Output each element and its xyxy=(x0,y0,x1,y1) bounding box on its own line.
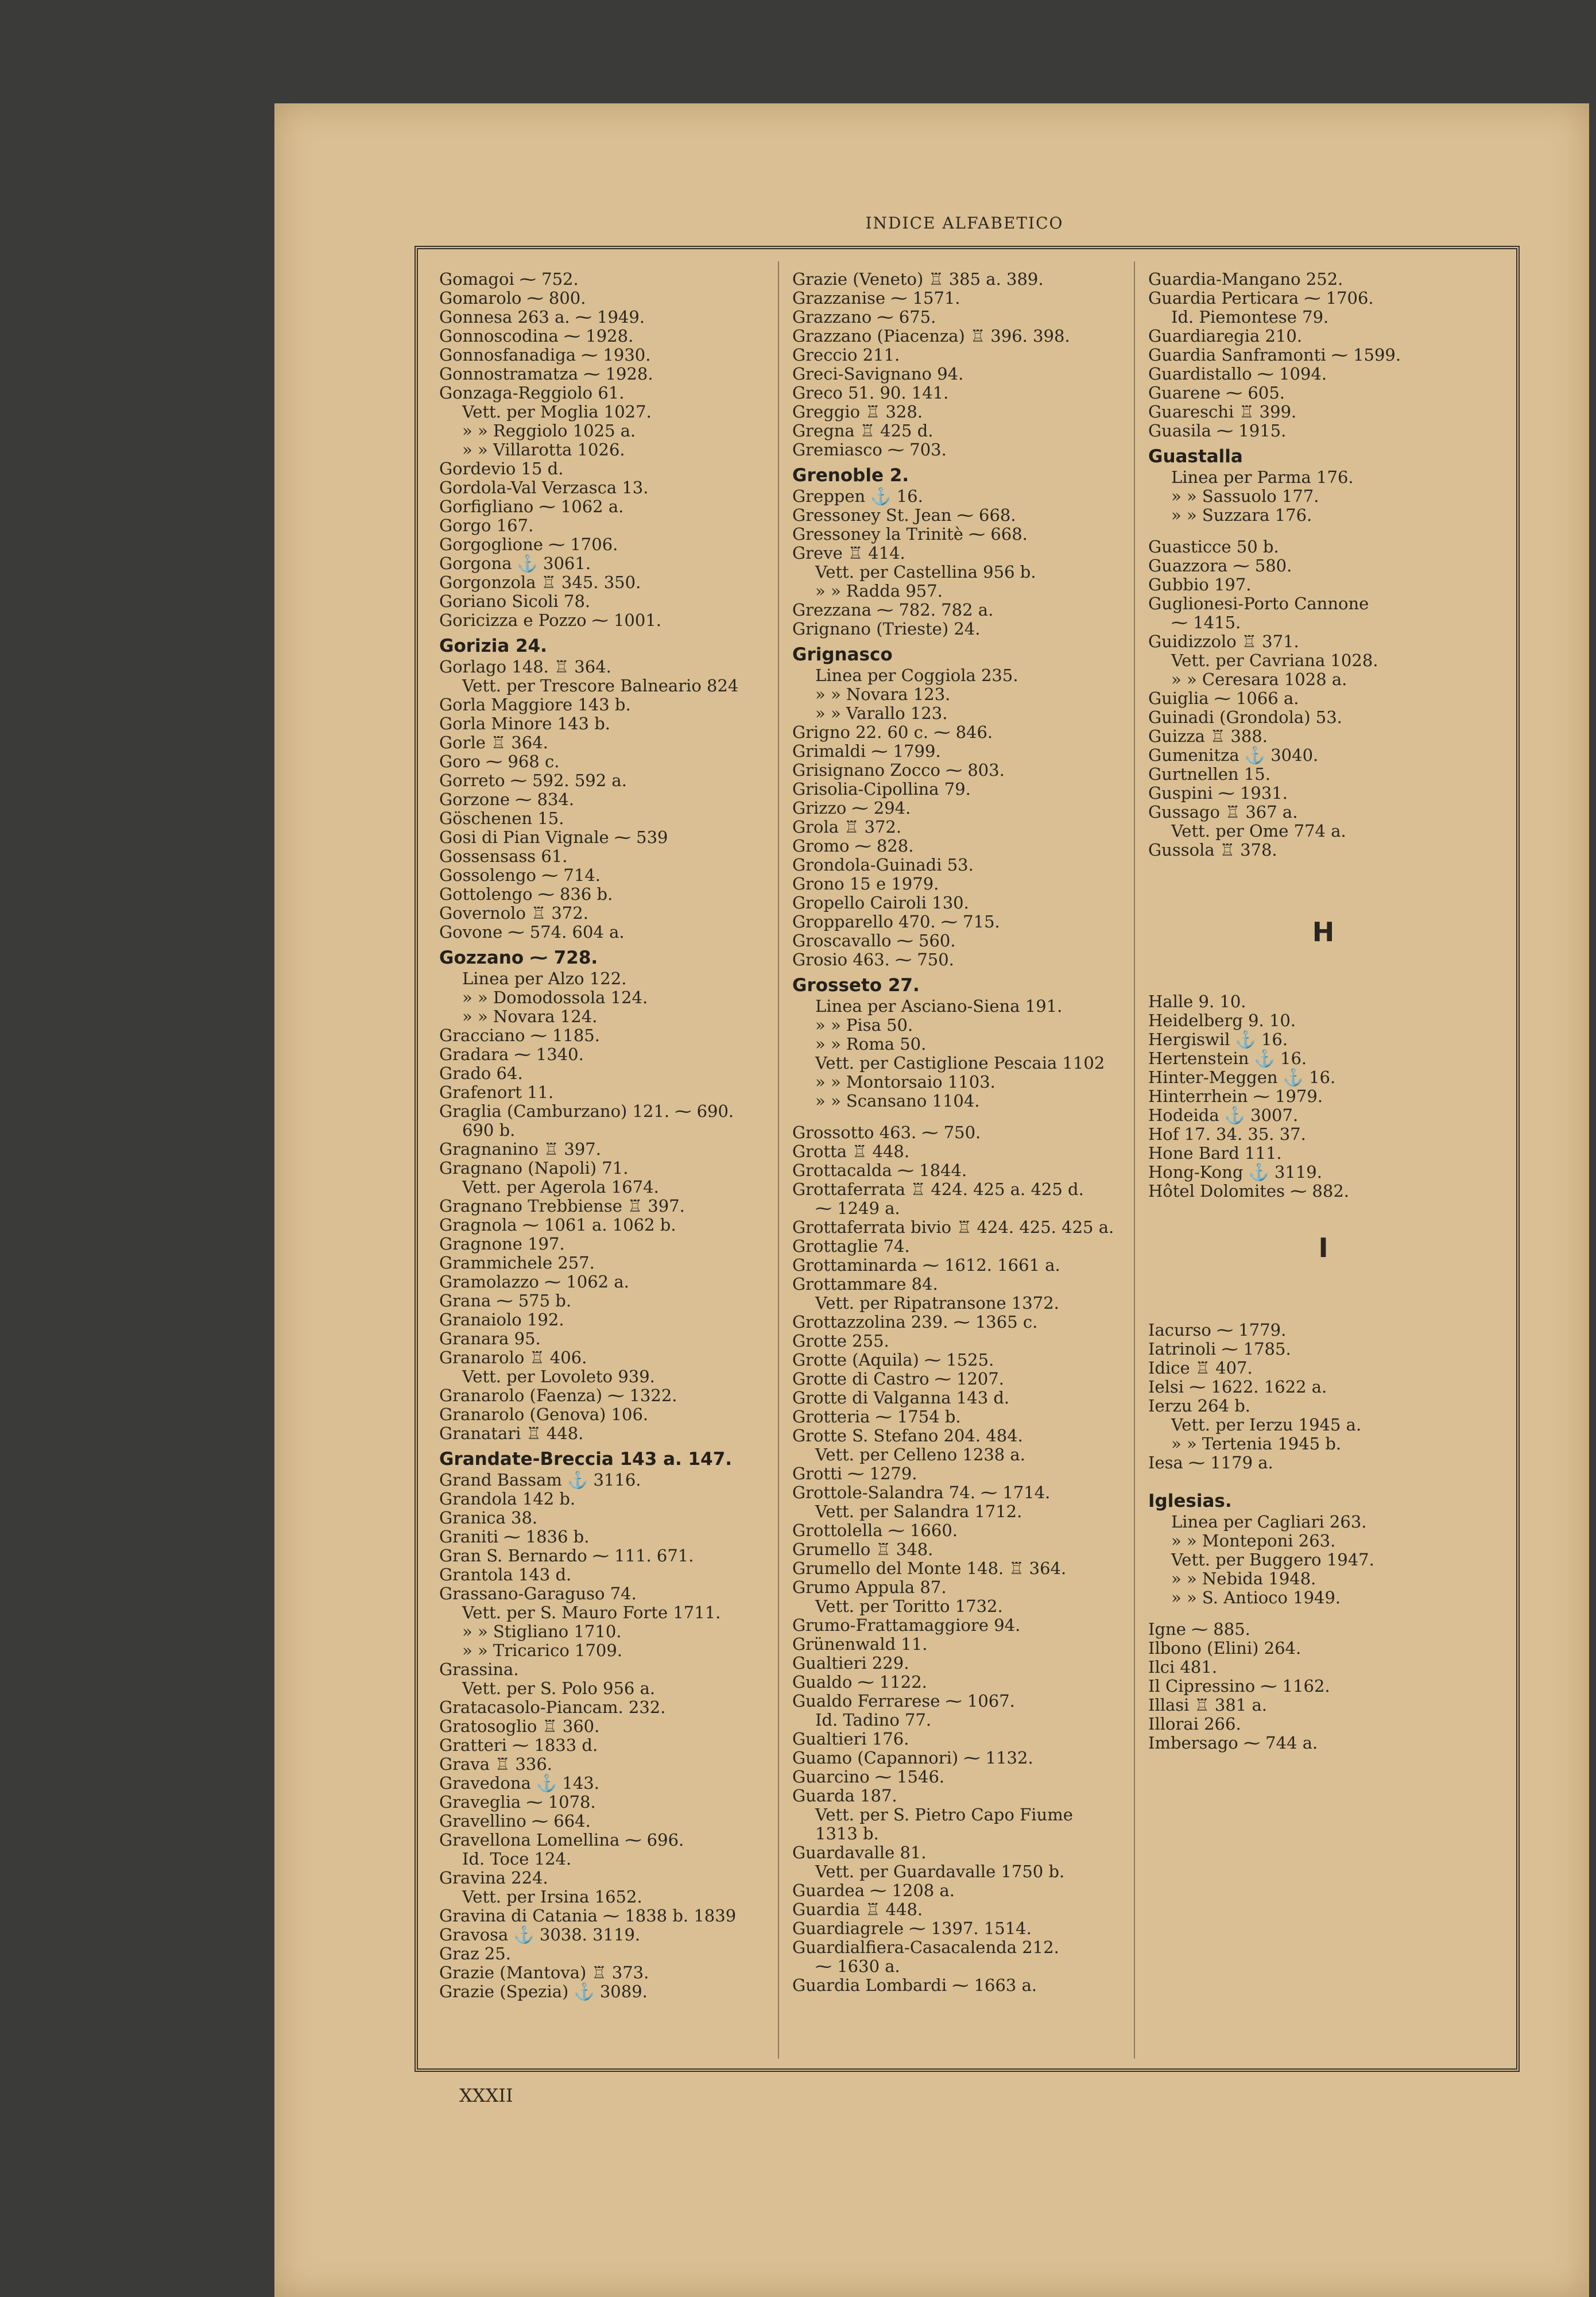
index-heading: Grandate-Breccia 143 a. 147. xyxy=(439,1449,733,1470)
spacer xyxy=(1148,1296,1498,1308)
index-entry: Hinterrhein ⁓ 1979. xyxy=(1148,1087,1323,1106)
index-entry: Guinadi (Grondola) 53. xyxy=(1148,708,1342,727)
index-subentry: Vett. per Trescore Balneario 824 xyxy=(462,676,739,695)
index-subentry: » » Tertenia 1945 b. xyxy=(1171,1434,1342,1453)
index-entry: Halle 9. 10. xyxy=(1148,992,1246,1011)
index-entry: Granara 95. xyxy=(439,1329,541,1348)
index-entry: Gorgona ⚓ 3061. xyxy=(439,554,591,573)
index-subentry: Vett. per Toritto 1732. xyxy=(815,1597,1003,1616)
index-entry: Gracciano ⁓ 1185. xyxy=(439,1026,600,1045)
index-column-left xyxy=(439,270,778,2001)
index-subentry: Vett. per Ripatransone 1372. xyxy=(815,1294,1059,1313)
index-subentry: » » Suzzara 176. xyxy=(1171,506,1312,525)
spacer xyxy=(1148,980,1498,992)
index-entry: Grassano-Garaguso 74. xyxy=(439,1584,637,1603)
index-entry: Greppen ⚓ 16. xyxy=(792,487,923,506)
index-entry: Gossensass 61. xyxy=(439,847,568,866)
index-heading: Grignasco xyxy=(792,644,893,665)
spacer xyxy=(1148,1283,1498,1296)
index-subentry: Linea per Cagliari 263. xyxy=(1171,1513,1367,1532)
index-entry: Gramolazzo ⁓ 1062 a. xyxy=(439,1273,629,1291)
spacer xyxy=(1148,898,1498,910)
page-number: XXXII xyxy=(459,2085,513,2106)
index-subentry: Vett. per Ome 774 a. xyxy=(1171,822,1346,841)
index-entry: Iesa ⁓ 1179 a. xyxy=(1148,1453,1273,1472)
index-entry: Grezzana ⁓ 782. 782 a. xyxy=(792,601,994,620)
index-entry: Il Cipressino ⁓ 1162. xyxy=(1148,1677,1330,1696)
index-entry: Granica 38. xyxy=(439,1509,538,1528)
index-entry: Grottaferrata bivio ♖ 424. 425. 425 a. xyxy=(792,1218,1114,1237)
index-entry: Guspini ⁓ 1931. xyxy=(1148,784,1288,803)
index-heading: Guastalla xyxy=(1148,446,1243,467)
index-entry: Gorreto ⁓ 592. 592 a. xyxy=(439,771,627,790)
index-subentry: Vett. per Agerola 1674. xyxy=(462,1178,659,1197)
index-entry: Gonnoscodina ⁓ 1928. xyxy=(439,327,634,346)
index-entry: Gorle ♖ 364. xyxy=(439,733,548,752)
index-entry: Guardia Sanframonti ⁓ 1599. xyxy=(1148,346,1401,365)
index-subentry: » » Scansano 1104. xyxy=(815,1092,980,1111)
spacer xyxy=(1148,525,1498,537)
index-column-right xyxy=(1148,270,1498,1753)
index-subentry: Linea per Coggiola 235. xyxy=(815,666,1018,685)
index-entry: Grono 15 e 1979. xyxy=(792,875,939,894)
index-subentry: Vett. per Guardavalle 1750 b. xyxy=(815,1862,1065,1881)
spacer xyxy=(1148,885,1498,898)
index-subentry: Id. Tadino 77. xyxy=(815,1711,932,1730)
spacer xyxy=(1148,1270,1498,1283)
index-entry: Gravedona ⚓ 143. xyxy=(439,1774,599,1793)
index-entry: Gualdo ⁓ 1122. xyxy=(792,1673,927,1692)
index-entry: Grottazzolina 239. ⁓ 1365 c. xyxy=(792,1313,1038,1332)
index-entry: Grado 64. xyxy=(439,1064,523,1083)
index-entry: Grottolella ⁓ 1660. xyxy=(792,1521,958,1540)
index-entry: Grosio 463. ⁓ 750. xyxy=(792,950,954,969)
index-heading: Gozzano ⁓ 728. xyxy=(439,948,598,968)
index-entry: Grafenort 11. xyxy=(439,1083,554,1102)
index-entry: Grana ⁓ 575 b. xyxy=(439,1291,572,1310)
index-entry: Gregna ♖ 425 d. xyxy=(792,421,933,440)
index-subentry: Vett. per Lovoleto 939. xyxy=(462,1367,655,1386)
index-entry: Gonnosfanadiga ⁓ 1930. xyxy=(439,346,651,365)
index-entry: Goricizza e Pozzo ⁓ 1001. xyxy=(439,611,661,630)
index-entry: Guglionesi-Porto Cannone xyxy=(1148,594,1369,613)
index-entry: Gropello Cairoli 130. xyxy=(792,894,969,912)
index-subentry: Vett. per Salandra 1712. xyxy=(815,1502,1022,1521)
spacer xyxy=(1148,1607,1498,1620)
index-subentry: » » S. Antioco 1949. xyxy=(1171,1588,1341,1607)
index-subentry: » » Radda 957. xyxy=(815,582,943,601)
index-entry: Gratosoglio ♖ 360. xyxy=(439,1717,600,1736)
index-entry: Graveglia ⁓ 1078. xyxy=(439,1793,596,1812)
index-entry: Gosi di Pian Vignale ⁓ 539 xyxy=(439,828,668,847)
index-heading: Iglesias. xyxy=(1148,1491,1232,1511)
index-entry: Grottammare 84. xyxy=(792,1275,938,1294)
index-entry: Gordevio 15 d. xyxy=(439,459,564,478)
index-subentry: » » Domodossola 124. xyxy=(462,988,648,1007)
index-entry: Ilbono (Elini) 264. xyxy=(1148,1639,1301,1658)
index-entry: Guasticce 50 b. xyxy=(1148,537,1279,556)
index-entry: Greggio ♖ 328. xyxy=(792,403,923,421)
index-subentry: » » Pisa 50. xyxy=(815,1016,913,1035)
index-entry: Grimaldi ⁓ 1799. xyxy=(792,742,941,761)
index-subentry: ⁓ 1630 a. xyxy=(815,1957,900,1976)
index-entry: Iatrinoli ⁓ 1785. xyxy=(1148,1340,1291,1359)
index-entry: Gonnostramatza ⁓ 1928. xyxy=(439,365,653,384)
index-subentry: ⁓ 1249 a. xyxy=(815,1199,900,1218)
index-entry: Grigno 22. 60 c. ⁓ 846. xyxy=(792,723,993,742)
index-subentry: Vett. per Castellina 956 b. xyxy=(815,563,1036,582)
spacer xyxy=(1148,1472,1498,1485)
index-entry: Guardea ⁓ 1208 a. xyxy=(792,1881,955,1900)
index-entry: Grotte (Aquila) ⁓ 1525. xyxy=(792,1351,994,1370)
index-subentry: Linea per Parma 176. xyxy=(1171,468,1354,487)
spacer xyxy=(1148,872,1498,885)
index-entry: Grottaglie 74. xyxy=(792,1237,910,1256)
index-entry: Granarolo (Genova) 106. xyxy=(439,1405,649,1424)
index-subentry: » » Montorsaio 1103. xyxy=(815,1073,995,1092)
index-subentry: Linea per Alzo 122. xyxy=(462,969,627,988)
index-entry: Grand Bassam ⚓ 3116. xyxy=(439,1471,641,1490)
index-entry: Illasi ♖ 381 a. xyxy=(1148,1696,1267,1715)
index-entry: Guardavalle 81. xyxy=(792,1843,927,1862)
index-entry: Grotte S. Stefano 204. 484. xyxy=(792,1426,1023,1445)
index-entry: Grottaminarda ⁓ 1612. 1661 a. xyxy=(792,1256,1060,1275)
index-entry: Guazzora ⁓ 580. xyxy=(1148,556,1292,575)
index-subentry: » » Ceresara 1028 a. xyxy=(1171,670,1347,689)
index-entry: Guardialfiera-Casacalenda 212. xyxy=(792,1938,1059,1957)
index-entry: Hone Bard 111. xyxy=(1148,1144,1282,1163)
index-subentry: Vett. per Castiglione Pescaia 1102 xyxy=(815,1054,1105,1073)
spacer xyxy=(1148,967,1498,980)
index-entry: Gumenitza ⚓ 3040. xyxy=(1148,746,1319,765)
index-entry: Gualtieri 176. xyxy=(792,1730,909,1749)
spacer xyxy=(1148,954,1498,967)
index-entry: Goro ⁓ 968 c. xyxy=(439,752,560,771)
index-entry: Granaiolo 192. xyxy=(439,1310,564,1329)
column-separator xyxy=(1134,261,1135,2059)
index-entry: Guarene ⁓ 605. xyxy=(1148,384,1285,403)
index-entry: Hodeida ⚓ 3007. xyxy=(1148,1106,1299,1125)
index-entry: Gorgonzola ♖ 345. 350. xyxy=(439,573,641,592)
index-subentry: » » Tricarico 1709. xyxy=(462,1641,623,1660)
section-letter: H xyxy=(1312,917,1335,948)
index-entry: Guardia-Mangano 252. xyxy=(1148,270,1343,289)
index-subentry: Id. Toce 124. xyxy=(462,1850,572,1869)
index-subentry: Id. Piemontese 79. xyxy=(1171,308,1329,327)
index-entry: Grava ♖ 336. xyxy=(439,1755,552,1774)
index-entry: Grandola 142 b. xyxy=(439,1490,576,1509)
index-entry: Goriano Sicoli 78. xyxy=(439,592,591,611)
index-entry: Gorla Maggiore 143 b. xyxy=(439,695,631,714)
index-entry: Grizzo ⁓ 294. xyxy=(792,799,911,818)
index-entry: Grottole-Salandra 74. ⁓ 1714. xyxy=(792,1483,1051,1502)
index-entry: Gratteri ⁓ 1833 d. xyxy=(439,1736,598,1755)
index-entry: Hergiswil ⚓ 16. xyxy=(1148,1030,1288,1049)
index-entry: Grumello del Monte 148. ♖ 364. xyxy=(792,1559,1067,1578)
index-entry: Gragnanino ♖ 397. xyxy=(439,1140,601,1159)
index-entry: Gressoney la Trinitè ⁓ 668. xyxy=(792,525,1028,544)
index-entry: Graniti ⁓ 1836 b. xyxy=(439,1528,590,1546)
index-subentry: 1313 b. xyxy=(815,1824,879,1843)
index-entry: Gubbio 197. xyxy=(1148,575,1252,594)
index-entry: Guardia Lombardi ⁓ 1663 a. xyxy=(792,1976,1037,1995)
index-entry: Governolo ♖ 372. xyxy=(439,904,588,923)
index-entry: Gomagoi ⁓ 752. xyxy=(439,270,579,289)
index-entry: Grotti ⁓ 1279. xyxy=(792,1464,917,1483)
index-entry: Granarolo ♖ 406. xyxy=(439,1348,587,1367)
index-entry: Grammichele 257. xyxy=(439,1254,595,1273)
index-entry: Granarolo (Faenza) ⁓ 1322. xyxy=(439,1386,677,1405)
index-entry: Guarda 187. xyxy=(792,1786,897,1805)
index-entry: Gran S. Bernardo ⁓ 111. 671. xyxy=(439,1546,694,1565)
index-subentry: » » Sassuolo 177. xyxy=(1171,487,1319,506)
index-subentry: Vett. per Cavriana 1028. xyxy=(1171,651,1378,670)
index-subentry: ⁓ 1415. xyxy=(1171,613,1241,632)
index-entry: Graz 25. xyxy=(439,1944,511,1963)
index-entry: Grotteria ⁓ 1754 b. xyxy=(792,1407,961,1426)
index-entry: Imbersago ⁓ 744 a. xyxy=(1148,1734,1318,1753)
index-entry: Grotte 255. xyxy=(792,1332,889,1351)
index-entry: Gorgo 167. xyxy=(439,516,534,535)
index-entry: Guarcino ⁓ 1546. xyxy=(792,1768,945,1786)
index-entry: Guardiaregia 210. xyxy=(1148,327,1303,346)
index-entry: Gravosa ⚓ 3038. 3119. xyxy=(439,1925,641,1944)
index-entry: Grazie (Veneto) ♖ 385 a. 389. xyxy=(792,270,1044,289)
index-entry: Gomarolo ⁓ 800. xyxy=(439,289,586,308)
index-entry: Grumo-Frattamaggiore 94. xyxy=(792,1616,1021,1635)
index-entry: Ilci 481. xyxy=(1148,1658,1218,1677)
index-entry: Grotta ♖ 448. xyxy=(792,1142,910,1161)
index-entry: Illorai 266. xyxy=(1148,1715,1241,1734)
index-entry: Guareschi ♖ 399. xyxy=(1148,403,1297,421)
index-entry: Grünenwald 11. xyxy=(792,1635,928,1654)
index-entry: Granatari ♖ 448. xyxy=(439,1424,584,1443)
index-entry: Grignano (Trieste) 24. xyxy=(792,620,981,639)
index-entry: Gragnola ⁓ 1061 a. 1062 b. xyxy=(439,1216,676,1235)
index-entry: Gualdo Ferrarese ⁓ 1067. xyxy=(792,1692,1015,1711)
index-entry: Greco 51. 90. 141. xyxy=(792,384,949,403)
index-entry: Göschenen 15. xyxy=(439,809,564,828)
index-entry: Grondola-Guinadi 53. xyxy=(792,856,974,875)
index-subentry: » » Stigliano 1710. xyxy=(462,1622,622,1641)
index-entry: Grazie (Spezia) ⚓ 3089. xyxy=(439,1982,648,2001)
index-entry: Gravina di Catania ⁓ 1838 b. 1839 xyxy=(439,1907,737,1925)
spacer xyxy=(1148,1213,1498,1226)
index-entry: Guizza ♖ 388. xyxy=(1148,727,1268,746)
index-entry: Hinter-Meggen ⚓ 16. xyxy=(1148,1068,1336,1087)
index-entry: Gravina 224. xyxy=(439,1869,548,1888)
index-entry: Gorlago 148. ♖ 364. xyxy=(439,658,611,676)
index-entry: Greci-Savignano 94. xyxy=(792,365,964,384)
index-entry: Gorla Minore 143 b. xyxy=(439,714,610,733)
index-entry: Iacurso ⁓ 1779. xyxy=(1148,1321,1287,1340)
index-entry: Gremiasco ⁓ 703. xyxy=(792,440,947,459)
index-entry: Gussago ♖ 367 a. xyxy=(1148,803,1298,822)
index-entry: Idice ♖ 407. xyxy=(1148,1359,1253,1378)
index-entry: Gradara ⁓ 1340. xyxy=(439,1045,584,1064)
index-entry: Govone ⁓ 574. 604 a. xyxy=(439,923,625,942)
index-subentry: » » Villarotta 1026. xyxy=(462,440,625,459)
index-subentry: Vett. per S. Polo 956 a. xyxy=(462,1679,656,1698)
index-entry: Grotte di Castro ⁓ 1207. xyxy=(792,1370,1005,1389)
index-heading: Grosseto 27. xyxy=(792,975,920,996)
index-entry: Gonnesa 263 a. ⁓ 1949. xyxy=(439,308,645,327)
index-subentry: » » Varallo 123. xyxy=(815,704,948,723)
index-entry: Grossotto 463. ⁓ 750. xyxy=(792,1123,981,1142)
index-entry: Gorgoglione ⁓ 1706. xyxy=(439,535,618,554)
index-entry: Gottolengo ⁓ 836 b. xyxy=(439,885,613,904)
index-subentry: » » Nebida 1948. xyxy=(1171,1569,1316,1588)
index-entry: Gossolengo ⁓ 714. xyxy=(439,866,601,885)
index-subentry: Vett. per S. Pietro Capo Fiume xyxy=(815,1805,1073,1824)
index-entry: Greccio 211. xyxy=(792,346,900,365)
index-subentry: » » Monteponi 263. xyxy=(1171,1532,1336,1550)
index-subentry: » » Roma 50. xyxy=(815,1035,927,1054)
index-entry: Hong-Kong ⚓ 3119. xyxy=(1148,1163,1322,1182)
index-subentry: » » Reggiolo 1025 a. xyxy=(462,421,636,440)
index-subentry: Vett. per Ierzu 1945 a. xyxy=(1171,1416,1362,1434)
index-entry: Grazie (Mantova) ♖ 373. xyxy=(439,1963,649,1982)
index-entry: Gordola-Val Verzasca 13. xyxy=(439,478,649,497)
index-subentry: Linea per Asciano-Siena 191. xyxy=(815,997,1063,1016)
index-subentry: 690 b. xyxy=(462,1121,516,1140)
spacer xyxy=(1148,860,1498,872)
index-entry: Gropparello 470. ⁓ 715. xyxy=(792,912,1000,931)
index-entry: Gualtieri 229. xyxy=(792,1654,909,1673)
spacer xyxy=(792,1111,1131,1123)
index-entry: Gromo ⁓ 828. xyxy=(792,837,914,856)
index-entry: Gravellona Lomellina ⁓ 696. xyxy=(439,1831,684,1850)
index-entry: Graglia (Camburzano) 121. ⁓ 690. xyxy=(439,1102,734,1121)
index-entry: Guasila ⁓ 1915. xyxy=(1148,421,1287,440)
index-entry: Grottacalda ⁓ 1844. xyxy=(792,1161,967,1180)
index-entry: Gonzaga-Reggiolo 61. xyxy=(439,384,625,403)
index-entry: Grazzano ⁓ 675. xyxy=(792,308,936,327)
index-entry: Igne ⁓ 885. xyxy=(1148,1620,1250,1639)
index-entry: Heidelberg 9. 10. xyxy=(1148,1011,1296,1030)
index-subentry: Vett. per Moglia 1027. xyxy=(462,403,652,421)
index-heading: Gorizia 24. xyxy=(439,636,547,656)
index-entry: Grazzano (Piacenza) ♖ 396. 398. xyxy=(792,327,1070,346)
index-entry: Gussola ♖ 378. xyxy=(1148,841,1277,860)
index-entry: Ielsi ⁓ 1622. 1622 a. xyxy=(1148,1378,1327,1397)
index-entry: Guardia Perticara ⁓ 1706. xyxy=(1148,289,1374,308)
index-entry: Guardia ♖ 448. xyxy=(792,1900,923,1919)
index-entry: Grottaferrata ♖ 424. 425 a. 425 d. xyxy=(792,1180,1084,1199)
index-entry: Guardiagrele ⁓ 1397. 1514. xyxy=(792,1919,1032,1938)
index-entry: Hof 17. 34. 35. 37. xyxy=(1148,1125,1306,1144)
index-entry: Guidizzolo ♖ 371. xyxy=(1148,632,1299,651)
index-entry: Grotte di Valganna 143 d. xyxy=(792,1389,1010,1407)
page-header: INDICE ALFABETICO xyxy=(865,214,1064,233)
index-entry: Gorfigliano ⁓ 1062 a. xyxy=(439,497,624,516)
index-subentry: Vett. per Buggero 1947. xyxy=(1171,1550,1374,1569)
index-entry: Gragnano (Napoli) 71. xyxy=(439,1159,629,1178)
index-entry: Grassina. xyxy=(439,1660,519,1679)
index-entry: Grola ♖ 372. xyxy=(792,818,902,837)
index-subentry: » » Novara 123. xyxy=(815,685,951,704)
index-entry: Guiglia ⁓ 1066 a. xyxy=(1148,689,1299,708)
spacer xyxy=(1148,1201,1498,1213)
index-entry: Grumo Appula 87. xyxy=(792,1578,947,1597)
index-subentry: Vett. per Celleno 1238 a. xyxy=(815,1445,1025,1464)
section-letter: I xyxy=(1318,1232,1328,1263)
spacer xyxy=(1148,1308,1498,1321)
index-entry: Gressoney St. Jean ⁓ 668. xyxy=(792,506,1016,525)
index-entry: Grazzanise ⁓ 1571. xyxy=(792,289,960,308)
index-entry: Grumello ♖ 348. xyxy=(792,1540,933,1559)
column-separator xyxy=(778,261,779,2059)
index-subentry: Vett. per S. Mauro Forte 1711. xyxy=(462,1603,721,1622)
index-entry: Grantola 143 d. xyxy=(439,1565,572,1584)
index-subentry: » » Novara 124. xyxy=(462,1007,598,1026)
index-entry: Hertenstein ⚓ 16. xyxy=(1148,1049,1307,1068)
index-entry: Guardistallo ⁓ 1094. xyxy=(1148,365,1327,384)
index-heading: Grenoble 2. xyxy=(792,465,909,486)
index-entry: Hôtel Dolomites ⁓ 882. xyxy=(1148,1182,1349,1201)
index-entry: Gurtnellen 15. xyxy=(1148,765,1270,784)
index-entry: Gravellino ⁓ 664. xyxy=(439,1812,591,1831)
index-subentry: Vett. per Irsina 1652. xyxy=(462,1888,642,1907)
index-entry: Gragnone 197. xyxy=(439,1235,565,1254)
index-entry: Grisolia-Cipollina 79. xyxy=(792,780,971,799)
index-entry: Greve ♖ 414. xyxy=(792,544,905,563)
index-entry: Ierzu 264 b. xyxy=(1148,1397,1251,1416)
index-entry: Gragnano Trebbiense ♖ 397. xyxy=(439,1197,685,1216)
index-entry: Gratacasolo-Piancam. 232. xyxy=(439,1698,666,1717)
index-entry: Groscavallo ⁓ 560. xyxy=(792,931,956,950)
index-entry: Grisignano Zocco ⁓ 803. xyxy=(792,761,1005,780)
index-entry: Gorzone ⁓ 834. xyxy=(439,790,575,809)
index-column-middle xyxy=(792,270,1131,1995)
index-entry: Guamo (Capannori) ⁓ 1132. xyxy=(792,1749,1033,1768)
